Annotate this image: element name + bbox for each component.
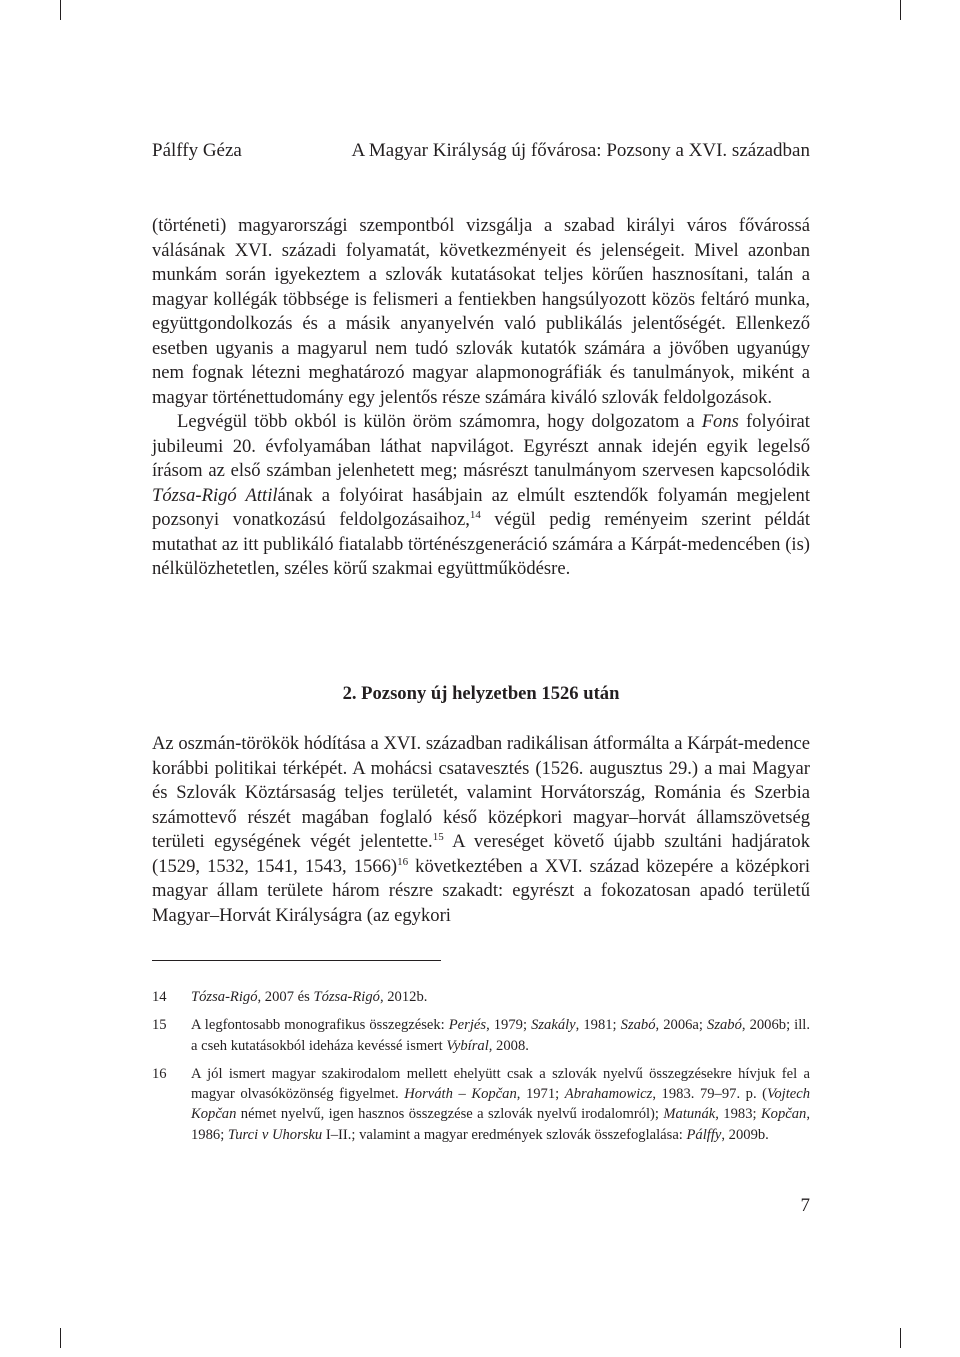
footnote-number: 14 [152,989,167,1005]
footnote-run: I–II.; valamint a magyar eredmények szlovák összefoglalása: [322,1126,687,1143]
footnote-text [191,1066,810,1143]
crop-mark [60,1328,61,1348]
footnote-text [191,1017,810,1053]
citation-italic: Kopčan [760,1106,807,1123]
crop-mark [900,0,901,20]
footnote-run: , 1986; [191,1106,810,1143]
page-number: 7 [800,1195,810,1216]
crop-mark [900,1328,901,1348]
paragraph: Az oszmán-törökök hódítása a XVI. században radikálisan átformálta a Kárpát-medence korábbi politikai térképét. A mohácsi csatavesztés (1526. augusztus 29.) a mai Magyar és Szlovák Köztársaság teljes területét, valamint Horvátország, Románia és Szerbia számottevő részét magában foglaló késő középkori magyar–horvát államszövetség területi egységének végét jelentette.$^{15}$ A vereséget követő újabb szultáni hadjáratok (1529, 1532, 1541, 1543, 1566)$^{16}$ következtében a XVI. század közepére a középkori magyar állam területe három részre szakadt: egyrészt a fokozatosan apadó területű Magyar–Horvát Királyságra (az egykori [152,733,811,926]
citation-italic: Turci v Uhorsku [227,1126,323,1143]
footnote-run: , 1981; [575,1017,621,1034]
citation-italic: Szabó [707,1017,742,1034]
footnote-run: , 2009b. [721,1126,769,1143]
footnote [152,1015,810,1056]
footnote-run: német nyelvű, igen hasznos összegzése a szlovák nyelvű irodalomról); [236,1106,664,1123]
footnotes [152,987,810,1153]
footnote-number: 16 [152,1065,167,1082]
footnote-run: A jól ismert magyar szakirodalom mellett ehelyütt csak a szlovák nyelvű összegzésekre hívjuk fel a magyar olvasóközönség figyelmet. [191,1065,810,1103]
footnote-run: , 2007 és [257,989,314,1005]
footnote-text [191,989,427,1005]
citation-italic: Szakály [531,1017,576,1034]
citation-italic: Abrahamowicz [564,1086,653,1103]
body-text-top [152,214,810,582]
citation-italic: Tózsa-Rigó [191,989,258,1005]
footnote-run: , 1983; [715,1106,761,1123]
body-text-bottom [152,732,810,928]
header-title: A Magyar Királyság új fővárosa: Pozsony a XVI. században [351,140,810,161]
citation-italic: Vojtech Kopčan [191,1086,811,1123]
paragraph: Legvégül több okból is külön öröm számomra, hogy dolgozatom a Fons folyóirat jubileumi 20. évfolyamában láthat napvilágot. Egyrészt annak idején egyik legelső írásom az első számban jelenhetett meg; másrészt tanulmányom szervesen kapcsolódik Tózsa-Rigó Attilának a folyóirat hasábjain az elmúlt esztendők folyamán megjelent pozsonyi vonatkozású feldolgozásaihoz,$^{14}$ végül pedig reményeim szerint példát mutathat az itt publikáló fiatalabb történészgeneráció számára a Kárpát-medencében (is) nélkülözhetetlen, széles körű szakmai együttműködésre. [152,411,810,579]
footnote-run: , 2006a; [655,1017,708,1034]
footnote-run: , 1971; [516,1086,565,1103]
footnote-run: A legfontosabb monografikus összegzések: [191,1017,449,1034]
crop-mark [60,0,61,20]
footnote-run: , 2006b; ill. a cseh kutatásokból ideháza kevéssé ismert [191,1017,810,1054]
citation-italic: Tózsa-Rigó [313,989,380,1005]
footnote [152,1064,810,1145]
section-heading: 2. Pozsony új helyzetben 1526 után [342,683,620,704]
citation-italic: Perjés [448,1017,487,1034]
footnote-run: , 1979; [486,1017,532,1034]
footnote [152,987,810,1007]
header-author: Pálffy Géza [152,140,242,161]
footnote-ref[interactable]: 14 [469,509,481,521]
citation-italic: Horváth – Kopčan [404,1086,517,1103]
citation-italic: Vybíral [446,1037,489,1054]
footnote-number: 15 [152,1017,167,1034]
paragraph: (történeti) magyarországi szempontból vizsgálja a szabad királyi város fővárossá válásának XVI. századi folyamatát, következményeit és jelenségeit. Mivel azonban munkám során igyekeztem a szlovák kutatásokat teljes körűen hasznosítani, talán a magyar kollégák többsége is felismeri a fentiekben hangsúlyozott közös feltáró munka, együttgondolkozás és a másik anyanyelvén való publikálás jelentőségét. Ellenkező esetben ugyanis a magyarul nem tudó szlovák kutatók számára a jövőben ugyanúgy nem fognak létezni meghatározó magyar alapmonográfiák és tanulmányok, miként a magyar történettudomány egy jelentős része számára kiváló szlovák feldolgozások. [152,215,810,408]
citation-italic: Szabó [620,1017,656,1034]
footnote-run: , 1983. 79–97. p. ( [652,1086,768,1103]
footnote-run: , 2008. [488,1037,529,1054]
citation-italic: Pálffy [686,1126,722,1143]
citation-italic: Matunák [663,1106,716,1123]
footnote-run: , 2012b. [379,989,428,1005]
footnote-divider [152,960,441,961]
footnote-ref[interactable]: 15 [432,831,444,843]
footnote-ref[interactable]: 16 [397,855,409,868]
